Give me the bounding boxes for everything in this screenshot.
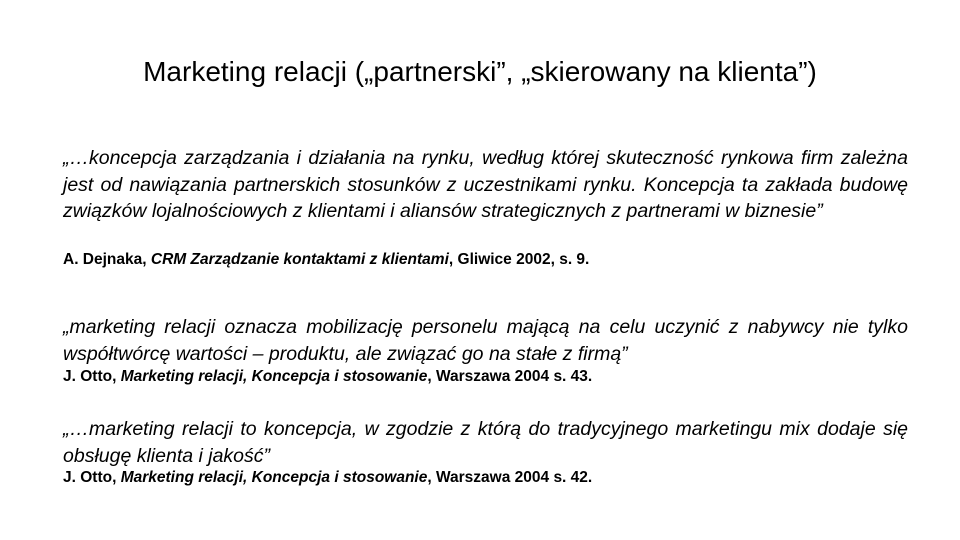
quote-3-place: , Warszawa 2004 s. 42. [427, 469, 593, 486]
quote-3-author: J. Otto, [63, 469, 121, 486]
slide-title: Marketing relacji („partnerski”, „skierowany na klienta”) [143, 56, 817, 87]
quote-1-text: „…koncepcja zarządzania i działania na rynku, według której skuteczność rynkowa firm zależna jest od nawiązania partnerskich stosunków z uczestnikami rynku. Koncepcja ta zakłada budowę związków lojalnościowych z klientami i aliansów strategicznych z partnerami w biznesie” [63, 147, 908, 222]
quote-3-work: Marketing relacji, Koncepcja i stosowanie [120, 469, 428, 486]
quote-1-place: , Gliwice 2002, s. 9. [448, 251, 590, 268]
quote-1-author: A. Dejnaka, [63, 251, 151, 268]
quote-2-place: , Warszawa 2004 s. 43. [427, 368, 593, 385]
quote-3-text: „…marketing relacji to koncepcja, w zgodzie z którą do tradycyjnego marketingu mix dodaje się obsługę klienta i jakość” [63, 418, 908, 467]
quote-3-source [63, 468, 592, 488]
quote-2-source [63, 367, 592, 387]
quote-2-text: „marketing relacji oznacza mobilizację personelu mającą na celu uczynić z nabywcy nie tylko współtwórcę wartości – produktu, ale związać go na stałe z firmą” [63, 316, 908, 365]
quote-2-author: J. Otto, [63, 368, 121, 385]
quote-2-work: Marketing relacji, Koncepcja i stosowanie [120, 368, 428, 385]
quote-1-work: CRM Zarządzanie kontaktami z klientami [150, 251, 449, 268]
quote-1-source [63, 250, 589, 270]
